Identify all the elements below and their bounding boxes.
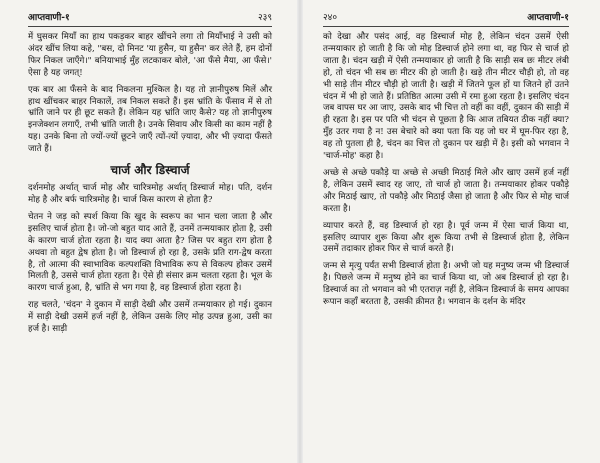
right-page-header bbox=[323, 10, 569, 27]
paragraph: दर्शनमोह अर्थात् चार्ज मोह और चारित्रमोह अर्थात् डिस्चार्ज मोह। पति, दर्शन मोह है और बर्फ चारित्रमोह है। चार्ज किस कारण से होता है? bbox=[28, 183, 272, 205]
page-number: २४० bbox=[323, 13, 338, 23]
paragraph: राह चलते, 'चंदन' ने दुकान में साड़ी देखी और उसमें तन्मयाकार हो गई। दुकान में साड़ी देखी उसमें हर्ज नहीं है, लेकिन उसके लिए मोह उत्पन्न हुआ, उसी का हर्ज है। साड़ी bbox=[28, 300, 272, 335]
paragraph: अच्छे से अच्छे पकौड़े या अच्छे से अच्छी मिठाई मिले और खाए उसमें हर्ज नहीं है, लेकिन उसमें स्वाद रह जाए, तो चार्ज हो जाता है। तन्मयाकार होकर पकौड़े और मिठाई खाए, तो पकौड़े और मिठाई जैसा हो जाता है और फिर से मोह चार्ज करता है। bbox=[323, 167, 569, 214]
page-number: २३९ bbox=[257, 13, 272, 23]
right-page bbox=[303, 0, 593, 463]
paragraph: व्यापार करते हैं, वह डिस्चार्ज हो रहा है। पूर्व जन्म में ऐसा चार्ज किया था, इसलिए व्यापार शुरू किया और शुरू किया तभी से डिस्चार्ज होता है, लेकिन उसमें तदाकार होकर फिर से चार्ज करते हैं। bbox=[323, 220, 569, 255]
paragraph: जन्म से मृत्यु पर्यंत सभी डिस्चार्ज होता है। अभी जो यह मनुष्य जन्म भी डिस्चार्ज है। पिछले जन्म में मनुष्य होने का चार्ज किया था, जो अब डिस्चार्ज हो रहा है। डिस्चार्ज का तो भगवान को भी एतराज़ नहीं है, लेकिन डिस्चार्ज के समय आपका रूपान कहाँ बरतता है, उसकी क़ीमत है। भगवान के दर्शन के मंदिर bbox=[323, 261, 569, 308]
left-page-header bbox=[28, 10, 272, 27]
running-head: आप्तवाणी-१ bbox=[28, 13, 70, 23]
running-head: आप्तवाणी-१ bbox=[527, 13, 569, 23]
section-heading: चार्ज और डिस्चार्ज bbox=[110, 163, 190, 178]
left-page bbox=[0, 0, 290, 463]
paragraph: चेतन ने जड़ को स्पर्श किया कि खुद के स्वरूप का भान चला जाता है और इसलिए चार्ज होता है। जो-जो बहुत याद आते हैं, उनमें तन्मयाकार होता है, उसी के कारण चार्ज होता रहता है। याद क्या आता है? जिस पर बहुत राग होता है अथवा तो बहुत द्वेष होता है। जो डिस्चार्ज हो रहा है, उसके प्रति राग-द्वेष करता है, तो आत्मा की स्वाभाविक कल्पशक्ति विभाविक रूप से विकल्प होकर उसमें मिलती है, उससे चार्ज होता रहता है। ऐसे ही संसार क्रम चलता रहता है। भूल के कारण चार्ज हुआ, है, भ्रांति से भग गया है, वह डिस्चार्ज होता रहता है। bbox=[28, 211, 272, 294]
paragraph: में घुसकर मियाँ का हाथ पकड़कर बाहर खींचने लगा तो मियाँभाई ने उसी को अंदर खींच लिया कहे, "बस, दो मिनट 'या हुसैन, या हुसैन' कर लेते हैं, हम दोनों फिर निकल जाएँगे।" बनियाभाई मुँह लटकाकर बोले, 'आ फँसे मैया, आ फँसे।' ऐसा है यह जगत्! bbox=[28, 32, 272, 78]
paragraph: एक बार आ फँसने के बाद निकलना मुश्किल है। यह तो ज्ञानीपुरुष मिलें और हाथ खींचकर बाहर निकालें, तब निकल सकते हैं। इस भ्रांति के फँसाव में से तो भ्रांति जाने पर ही छूट सकते हैं। लेकिन यह भ्रांति जाए कैसे? यह तो ज्ञानीपुरुष इनजेक्शन लगाएँ, तभी भ्रांति जाती है। उनके सिवाय और किसी का काम नहीं है यह। उनके बिना तो ज्यों-ज्यों छूटने जाएँ त्यों-त्यों ज़्यादा, और भी ज़्यादा फँसते जाते हैं। bbox=[28, 84, 272, 155]
paragraph: को देखा और पसंद आई, वह डिस्चार्ज मोह है, लेकिन चंदन उसमें ऐसी तन्मयाकार हो जाती है कि जो मोह डिस्चार्ज होने लगा था, वह फिर से चार्ज हो जाता है। चंदन खड़ी में ऐसी तन्मयाकार हो जाती है कि साड़ी सब छः मीटर लंबी हो, तो चंदन भी सब छः मीटर की हो जाती है। खड़े तीन मीटर चौड़ी हो, तो वह भी साड़े तीन मीटर चौड़ी हो जाती है। खड़ी में जितने फूल हों या जितने हों उतने चंदन में भी हो जाते हैं। प्रतिष्ठित आत्मा उसी में रमा हुआ रहता है। इसलिए चंदन जब वापस घर आ जाए, उसके बाद भी चित्त तो वहीं का वहीं, दुकान की साड़ी में ही रहता है। इस पर पति भी चंदन से पूछता है कि आज तबियत ठीक नहीं क्या? मुँह उतर गया है न! उस बेचारे को क्या पता कि यह जो घर में घूम-फिर रहा है, वह तो पुतला ही है, चंदन का चित्त तो दुकान पर खड़ी में है। इसी को भगवान ने 'चार्ज-मोह' कहा है। bbox=[323, 32, 569, 162]
